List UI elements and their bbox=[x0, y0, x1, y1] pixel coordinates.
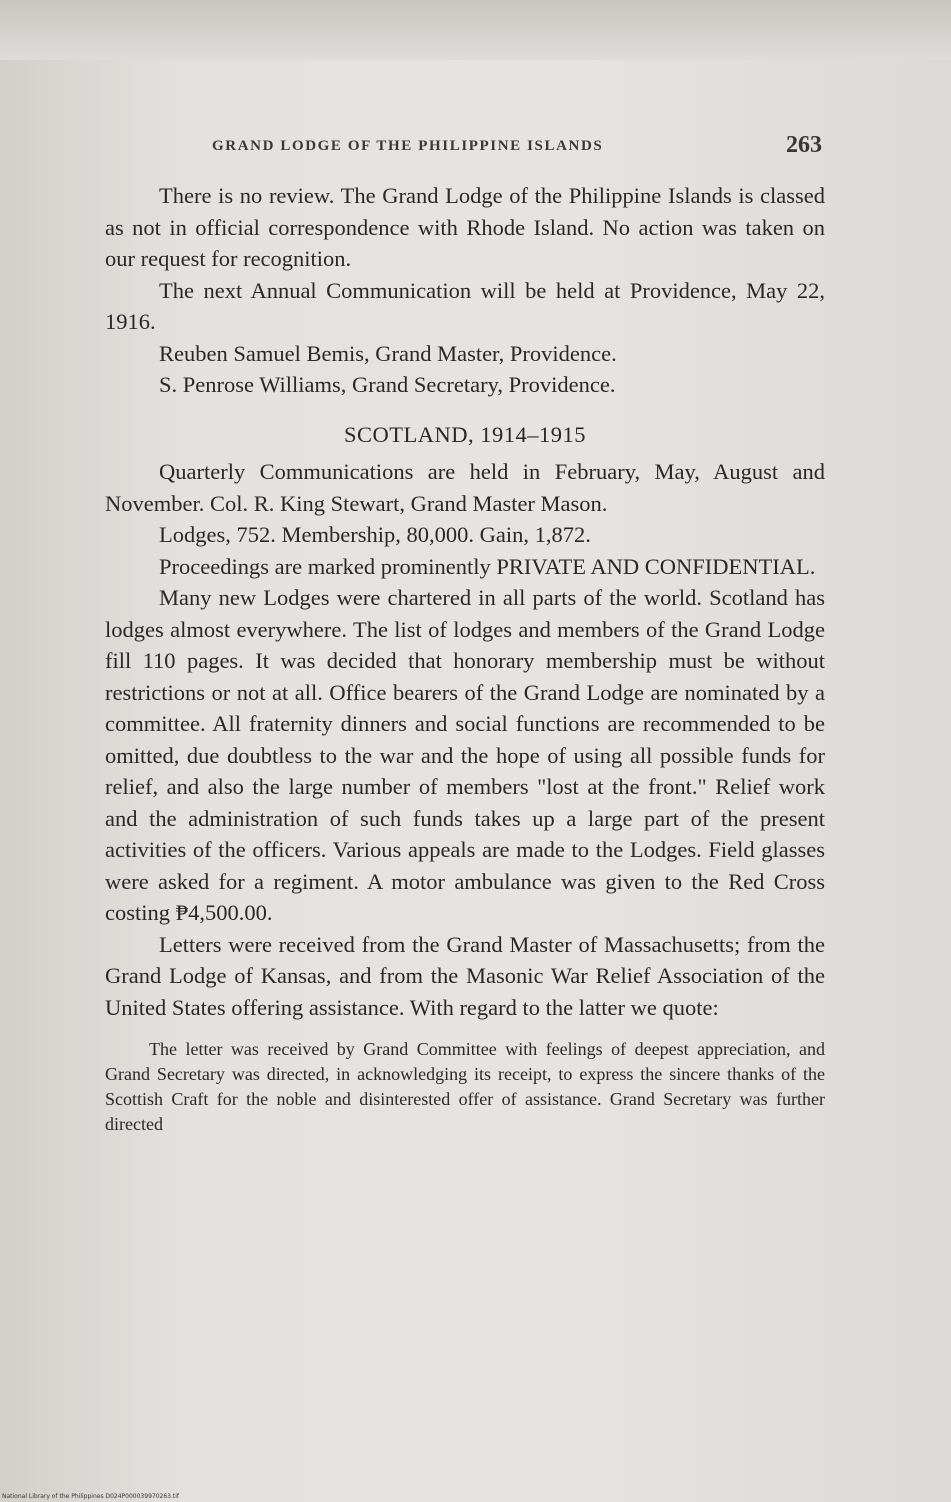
running-title: GRAND LODGE OF THE PHILIPPINE ISLANDS bbox=[212, 138, 604, 154]
section-heading-scotland: SCOTLAND, 1914–1915 bbox=[343, 421, 586, 447]
paragraph-letters-received: Letters were received from the Grand Master of Massachusetts; from the Grand Lodge of Kansas, and from the Masonic War Relief Association of the United States offering assistance. With regard to the latter we quote: bbox=[105, 931, 825, 1020]
paragraph-rhode-island-review: There is no review. The Grand Lodge of the Philippine Islands is classed as not in official correspondence with Rhode Island. No action was taken on our request for recognition. bbox=[105, 183, 825, 271]
running-head bbox=[212, 132, 822, 162]
block-quote: The letter was received by Grand Committee with feelings of deepest appreciation, and Grand Secretary was directed, in acknowledging its receipt, to express the sincere thanks of the Scottish Craft for the noble and disinterested offer of assistance. Grand Secretary was further directed bbox=[105, 1039, 825, 1134]
grand-secretary-line: S. Penrose Williams, Grand Secretary, Providence. bbox=[159, 372, 616, 397]
paragraph-quarterly-communications: Quarterly Communications are held in February, May, August and November. Col. R. King Stewart, Grand Master Mason. bbox=[105, 459, 825, 516]
body-text bbox=[105, 180, 825, 1137]
paragraph-lodge-statistics: Lodges, 752. Membership, 80,000. Gain, 1,872. bbox=[159, 522, 591, 547]
scan-top-margin bbox=[0, 0, 951, 60]
page-number: 263 bbox=[786, 132, 822, 158]
grand-master-line: Reuben Samuel Bemis, Grand Master, Providence. bbox=[159, 340, 617, 366]
paragraph-next-communication: The next Annual Communication will be held at Providence, May 22, 1916. bbox=[105, 277, 825, 334]
paragraph-proceedings-private: Proceedings are marked prominently PRIVATE AND CONFIDENTIAL. bbox=[159, 553, 816, 579]
paragraph-new-lodges: Many new Lodges were chartered in all parts of the world. Scotland has lodges almost everywhere. The list of lodges and members of the Grand Lodge fill 110 pages. It was decided that honorary membership must be without restrictions or not at all. Office bearers of the Grand Lodge are nominated by a committee. All fraternity dinners and social functions are recommended to be omitted, due doubtless to the war and the hope of using all possible funds for relief, and also the large number of members "lost at the front." Relief work and the administration of such funds takes up a large part of the present activities of the officers. Various appeals are made to the Lodges. Field glasses were asked for a regiment. A motor ambulance was given to the Red Cross costing ₱4,500.00. bbox=[105, 585, 825, 925]
scan-footer-id: National Library of the Philippines D024P000039970263.tif bbox=[2, 1493, 180, 1500]
